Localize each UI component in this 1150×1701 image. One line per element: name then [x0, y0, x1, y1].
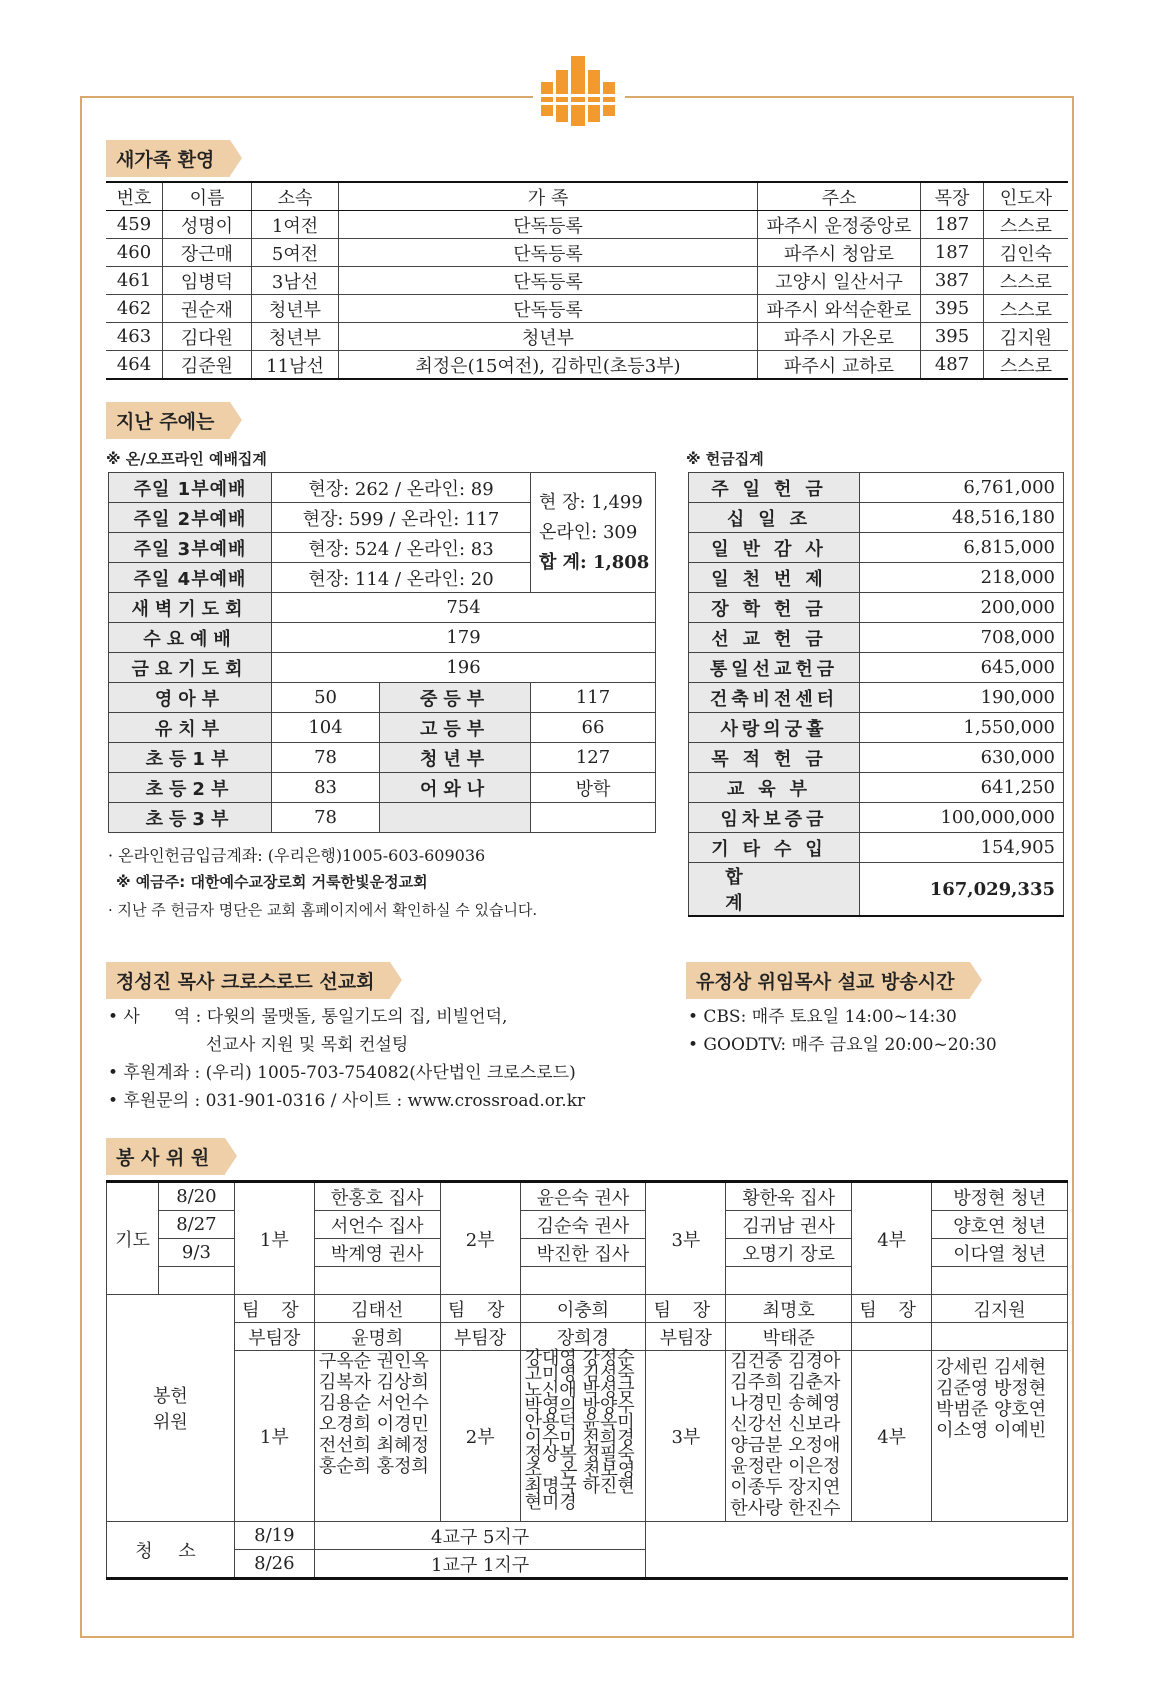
worship-table	[108, 472, 656, 833]
offering-team-name-line: 김건중 김경아	[730, 1351, 841, 1372]
cell-name: 성명이	[163, 211, 252, 239]
offering-team-name-line: 고미영 김성숙	[524, 1364, 635, 1385]
col-cell: 목장	[921, 182, 984, 211]
worship-row	[109, 653, 656, 683]
offering-label: 교육부	[689, 773, 860, 803]
cell-number: 460	[106, 239, 163, 267]
vice-leader-label	[852, 1323, 932, 1351]
offering-label: 장학헌금	[689, 593, 860, 623]
vice-leader-label: 부팀장	[234, 1323, 314, 1351]
offering-row	[689, 623, 1064, 653]
prayer-row	[107, 1182, 1068, 1211]
offering-row	[689, 713, 1064, 743]
cell-guide: 스스로	[984, 351, 1069, 380]
prayer-person-empty	[726, 1267, 852, 1295]
total-sum: 합 계: 1,808	[539, 551, 650, 573]
offering-row	[689, 833, 1064, 863]
cell-family: 단독등록	[339, 295, 758, 323]
offering-team-name-line: 조 온 천보영	[524, 1460, 636, 1481]
leader-name: 김지원	[932, 1295, 1068, 1323]
cell-number: 462	[106, 295, 163, 323]
leader-name: 이충희	[520, 1295, 646, 1323]
offering-label: 십일조	[689, 503, 860, 533]
cell-address: 파주시 교하로	[758, 351, 921, 380]
offering-row	[689, 773, 1064, 803]
offering-team-name-line: 홍순희 홍정희	[318, 1456, 429, 1477]
total-online: 온라인: 309	[539, 521, 638, 543]
offering-value: 6,761,000	[860, 473, 1064, 503]
dept-label: 영아부	[109, 683, 272, 713]
offering-value: 154,905	[860, 833, 1064, 863]
cell-address: 파주시 청암로	[758, 239, 921, 267]
dept-label: 초등3부	[109, 803, 272, 833]
dept-row	[109, 713, 656, 743]
vice-leader-name: 박태준	[726, 1323, 852, 1351]
offering-team-name-line: 이수미 전희경	[524, 1428, 635, 1449]
dept-value: 방학	[531, 773, 656, 803]
offering-team-part: 1부	[234, 1351, 314, 1522]
offering-value: 641,250	[860, 773, 1064, 803]
prayer-date	[158, 1267, 234, 1295]
offering-value: 200,000	[860, 593, 1064, 623]
dept-row	[109, 683, 656, 713]
volunteers-table	[106, 1180, 1068, 1580]
table-row	[106, 295, 1068, 323]
offering-row	[689, 503, 1064, 533]
prayer-date: 8/20	[158, 1182, 234, 1211]
dept-row	[109, 773, 656, 803]
cleaning-empty	[646, 1522, 1068, 1579]
prayer-person: 양호연 청년	[932, 1211, 1068, 1239]
col-name: 이름	[163, 182, 252, 211]
offering-row	[689, 563, 1064, 593]
cell-number: 463	[106, 323, 163, 351]
offering-row	[689, 863, 1064, 917]
offering-team-name-line: 신강선 신보라	[730, 1414, 841, 1435]
cell-group: 11남선	[252, 351, 339, 380]
worship-totals	[531, 473, 656, 593]
offering-value: 630,000	[860, 743, 1064, 773]
dept-value	[531, 803, 656, 833]
offering-row	[689, 473, 1064, 503]
cell-address: 파주시 운정중앙로	[758, 211, 921, 239]
offering-team-name-line: 정상복 정필숙	[524, 1444, 635, 1465]
offering-label: 일천번제	[689, 563, 860, 593]
new-family-title: 새가족 환영	[106, 140, 230, 177]
offering-team-name-line: 구옥순 권인옥	[318, 1351, 429, 1372]
offering-team-row	[107, 1351, 1068, 1522]
worship-value: 196	[272, 653, 656, 683]
vice-leader-label: 부팀장	[646, 1323, 726, 1351]
cell-family: 단독등록	[339, 267, 758, 295]
offering-table	[688, 472, 1064, 917]
broadcast-title: 유정상 위임목사 설교 방송시간	[686, 962, 970, 999]
prayer-person: 이다열 청년	[932, 1239, 1068, 1267]
offering-label: 합계	[689, 863, 860, 917]
offering-team-name-line: 김주희 김춘자	[730, 1372, 841, 1393]
worship-value: 179	[272, 623, 656, 653]
cell-cell: 395	[921, 295, 984, 323]
dept-label: 중등부	[380, 683, 531, 713]
offering-row	[689, 803, 1064, 833]
prayer-person: 황한욱 집사	[726, 1182, 852, 1211]
cell-group: 3남선	[252, 267, 339, 295]
offering-team-names	[314, 1351, 440, 1522]
worship-value: 현장: 114 / 온라인: 20	[272, 563, 531, 593]
col-number: 번호	[106, 182, 163, 211]
offering-value: 100,000,000	[860, 803, 1064, 833]
prayer-person: 박진한 집사	[520, 1239, 646, 1267]
prayer-person: 김순숙 권사	[520, 1211, 646, 1239]
cell-family: 단독등록	[339, 211, 758, 239]
offering-label: 건축비전센터	[689, 683, 860, 713]
prayer-person: 방정현 청년	[932, 1182, 1068, 1211]
offering-team-part: 3부	[646, 1351, 726, 1522]
prayer-date: 9/3	[158, 1239, 234, 1267]
cell-group: 5여전	[252, 239, 339, 267]
church-logo-icon	[537, 52, 621, 128]
offering-team-name-line: 윤정란 이은정	[730, 1456, 841, 1477]
offering-team-name-line: 박범준 양호연	[936, 1399, 1047, 1420]
cell-number: 464	[106, 351, 163, 380]
crossroad-ministry-cont: 선교사 지원 및 목회 컨설팅	[206, 1035, 409, 1055]
dept-label: 고등부	[380, 713, 531, 743]
table-row	[106, 239, 1068, 267]
cell-guide: 김지원	[984, 323, 1069, 351]
dept-label: 초등1부	[109, 743, 272, 773]
dept-value: 127	[531, 743, 656, 773]
cell-guide: 스스로	[984, 211, 1069, 239]
col-group: 소속	[252, 182, 339, 211]
cell-name: 김다원	[163, 323, 252, 351]
table-row	[106, 211, 1068, 239]
worship-value: 현장: 599 / 온라인: 117	[272, 503, 531, 533]
offering-team-name-line: 노신애 박성금	[524, 1380, 635, 1401]
offering-team-name-line: 이소영 이예빈	[936, 1420, 1047, 1441]
worship-row	[109, 473, 656, 503]
vice-leader-row	[107, 1323, 1068, 1351]
offering-value: 190,000	[860, 683, 1064, 713]
offering-label: 일반감사	[689, 533, 860, 563]
cell-group: 1여전	[252, 211, 339, 239]
cell-guide: 스스로	[984, 295, 1069, 323]
worship-count-subtitle: ※ 온/오프라인 예배집계	[106, 450, 267, 468]
dept-value: 78	[272, 803, 380, 833]
cleaning-label: 청 소	[107, 1522, 235, 1579]
offering-team-name-line: 강세린 김세현	[936, 1357, 1047, 1378]
offering-row	[689, 593, 1064, 623]
cell-name: 임병덕	[163, 267, 252, 295]
cell-number: 461	[106, 267, 163, 295]
offering-label: 임차보증금	[689, 803, 860, 833]
crossroad-ministry: • 사 역 : 다윗의 물맷돌, 통일기도의 집, 비빌언덕,	[108, 1007, 508, 1027]
cell-cell: 487	[921, 351, 984, 380]
cell-guide: 스스로	[984, 267, 1069, 295]
offering-team-part: 2부	[440, 1351, 520, 1522]
worship-label: 금요기도회	[109, 653, 272, 683]
offering-team-name-line: 전선희 최혜정	[318, 1435, 429, 1456]
dept-value: 83	[272, 773, 380, 803]
offering-team-label: 봉헌 위원	[107, 1295, 235, 1522]
prayer-label: 기도	[107, 1182, 159, 1295]
worship-label: 주일 4부예배	[109, 563, 272, 593]
worship-label: 주일 2부예배	[109, 503, 272, 533]
cleaning-row	[107, 1522, 1068, 1550]
vice-leader-name: 윤명희	[314, 1323, 440, 1351]
leader-name: 최명호	[726, 1295, 852, 1323]
total-onsite: 현 장: 1,499	[539, 491, 643, 513]
offering-team-name-line: 오경희 이경민	[318, 1414, 429, 1435]
cell-cell: 187	[921, 239, 984, 267]
prayer-part: 2부	[440, 1182, 520, 1295]
offering-label: 기타수입	[689, 833, 860, 863]
offering-value: 1,550,000	[860, 713, 1064, 743]
offering-value: 645,000	[860, 653, 1064, 683]
offering-team-name-line: 김용순 서언수	[318, 1393, 429, 1414]
cell-cell: 387	[921, 267, 984, 295]
offering-label: 사랑의궁휼	[689, 713, 860, 743]
offering-value: 218,000	[860, 563, 1064, 593]
cell-name: 장근매	[163, 239, 252, 267]
cell-guide: 김인숙	[984, 239, 1069, 267]
dept-label: 유치부	[109, 713, 272, 743]
dept-label: 초등2부	[109, 773, 272, 803]
offering-subtitle: ※ 헌금집계	[686, 450, 764, 468]
cell-group: 청년부	[252, 323, 339, 351]
table-row	[106, 323, 1068, 351]
offering-label: 주일헌금	[689, 473, 860, 503]
online-account-note: · 온라인헌금입금계좌: (우리은행)1005-603-609036	[108, 846, 486, 865]
donor-list-note: · 지난 주 헌금자 명단은 교회 홈페이지에서 확인하실 수 있습니다.	[108, 901, 538, 919]
prayer-person: 윤은숙 권사	[520, 1182, 646, 1211]
cleaning-date: 8/26	[234, 1550, 314, 1579]
offering-row	[689, 653, 1064, 683]
offering-team-name-line: 한사랑 한진수	[730, 1498, 841, 1519]
col-family: 가 족	[339, 182, 758, 211]
prayer-person-empty	[932, 1267, 1068, 1295]
cell-cell: 187	[921, 211, 984, 239]
offering-team-name-line: 안용덕 윤옥미	[524, 1412, 635, 1433]
table-row	[106, 267, 1068, 295]
offering-team-name-line: 이종두 장지연	[730, 1477, 841, 1498]
offering-value: 48,516,180	[860, 503, 1064, 533]
vice-leader-name	[932, 1323, 1068, 1351]
cell-address: 파주시 가온로	[758, 323, 921, 351]
cleaning-date: 8/19	[234, 1522, 314, 1550]
worship-row	[109, 593, 656, 623]
offering-team-names	[932, 1351, 1068, 1522]
offering-team-part: 4부	[852, 1351, 932, 1522]
prayer-person: 한홍호 집사	[314, 1182, 440, 1211]
offering-team-name-line: 양금분 오정애	[730, 1435, 841, 1456]
cell-family: 청년부	[339, 323, 758, 351]
worship-label: 새벽기도회	[109, 593, 272, 623]
leader-name: 김태선	[314, 1295, 440, 1323]
account-holder-note: ※ 예금주: 대한예수교장로회 거룩한빛운정교회	[116, 873, 428, 891]
offering-team-name-line: 강대영 강정순	[524, 1348, 635, 1369]
crossroad-title: 정성진 목사 크로스로드 선교회	[106, 962, 390, 999]
vice-leader-label: 부팀장	[440, 1323, 520, 1351]
offering-team-name-line: 나경민 송혜영	[730, 1393, 841, 1414]
leader-label: 팀 장	[646, 1295, 726, 1323]
col-address: 주소	[758, 182, 921, 211]
vice-leader-name: 장희경	[520, 1323, 646, 1351]
prayer-part: 1부	[234, 1182, 314, 1295]
cleaning-area: 4교구 5지구	[314, 1522, 646, 1550]
dept-row	[109, 743, 656, 773]
new-family-table	[106, 181, 1068, 380]
cell-address: 고양시 일산서구	[758, 267, 921, 295]
dept-value: 50	[272, 683, 380, 713]
offering-label: 선교헌금	[689, 623, 860, 653]
crossroad-contact: • 후원문의 : 031-901-0316 / 사이트 : www.crossroad.or.kr	[108, 1091, 586, 1111]
dept-value: 104	[272, 713, 380, 743]
offering-row	[689, 683, 1064, 713]
cell-family: 단독등록	[339, 239, 758, 267]
prayer-part: 3부	[646, 1182, 726, 1295]
worship-label: 주일 3부예배	[109, 533, 272, 563]
worship-value: 현장: 262 / 온라인: 89	[272, 473, 531, 503]
prayer-person-empty	[520, 1267, 646, 1295]
prayer-person: 서언수 집사	[314, 1211, 440, 1239]
dept-value: 117	[531, 683, 656, 713]
offering-row	[689, 533, 1064, 563]
offering-value: 167,029,335	[860, 863, 1064, 917]
leader-label: 팀 장	[234, 1295, 314, 1323]
worship-label: 수요예배	[109, 623, 272, 653]
worship-row	[109, 623, 656, 653]
worship-label: 주일 1부예배	[109, 473, 272, 503]
dept-row	[109, 803, 656, 833]
cell-group: 청년부	[252, 295, 339, 323]
dept-label: 어와나	[380, 773, 531, 803]
offering-value: 6,815,000	[860, 533, 1064, 563]
cell-address: 파주시 와석순환로	[758, 295, 921, 323]
cell-name: 김준원	[163, 351, 252, 380]
offering-team-name-line: 현미경	[524, 1492, 577, 1513]
offering-team-names	[520, 1348, 646, 1522]
worship-value: 현장: 524 / 온라인: 83	[272, 533, 531, 563]
crossroad-account: • 후원계좌 : (우리) 1005-703-754082(사단법인 크로스로드)	[108, 1063, 576, 1083]
leader-row	[107, 1295, 1068, 1323]
offering-team-name-line: 김복자 김상희	[318, 1372, 429, 1393]
offering-team-name-line: 김준영 방정현	[936, 1378, 1047, 1399]
last-week-title: 지난 주에는	[106, 402, 230, 439]
leader-label: 팀 장	[852, 1295, 932, 1323]
prayer-date: 8/27	[158, 1211, 234, 1239]
leader-label: 팀 장	[440, 1295, 520, 1323]
broadcast-cbs: • CBS: 매주 토요일 14:00~14:30	[688, 1007, 957, 1027]
prayer-person: 박계영 권사	[314, 1239, 440, 1267]
cleaning-area: 1교구 1지구	[314, 1550, 646, 1579]
prayer-part: 4부	[852, 1182, 932, 1295]
dept-value: 66	[531, 713, 656, 743]
dept-label	[380, 803, 531, 833]
prayer-person: 오명기 장로	[726, 1239, 852, 1267]
offering-value: 708,000	[860, 623, 1064, 653]
offering-team-name-line: 최명국 하진현	[524, 1476, 635, 1497]
offering-team-name-line: 박영의 방양수	[524, 1396, 635, 1417]
cell-cell: 395	[921, 323, 984, 351]
offering-label: 목적헌금	[689, 743, 860, 773]
prayer-person-empty	[314, 1267, 440, 1295]
cell-name: 권순재	[163, 295, 252, 323]
prayer-person: 김귀남 권사	[726, 1211, 852, 1239]
offering-team-names	[726, 1351, 852, 1522]
offering-label: 통일선교헌금	[689, 653, 860, 683]
table-row	[106, 351, 1068, 380]
new-family-header-row	[106, 182, 1068, 211]
offering-row	[689, 743, 1064, 773]
dept-label: 청년부	[380, 743, 531, 773]
worship-value: 754	[272, 593, 656, 623]
cell-number: 459	[106, 211, 163, 239]
broadcast-goodtv: • GOODTV: 매주 금요일 20:00~20:30	[688, 1035, 997, 1055]
dept-value: 78	[272, 743, 380, 773]
cell-family: 최정은(15여전), 김하민(초등3부)	[339, 351, 758, 380]
volunteers-title: 봉 사 위 원	[106, 1138, 225, 1175]
col-guide: 인도자	[984, 182, 1069, 211]
